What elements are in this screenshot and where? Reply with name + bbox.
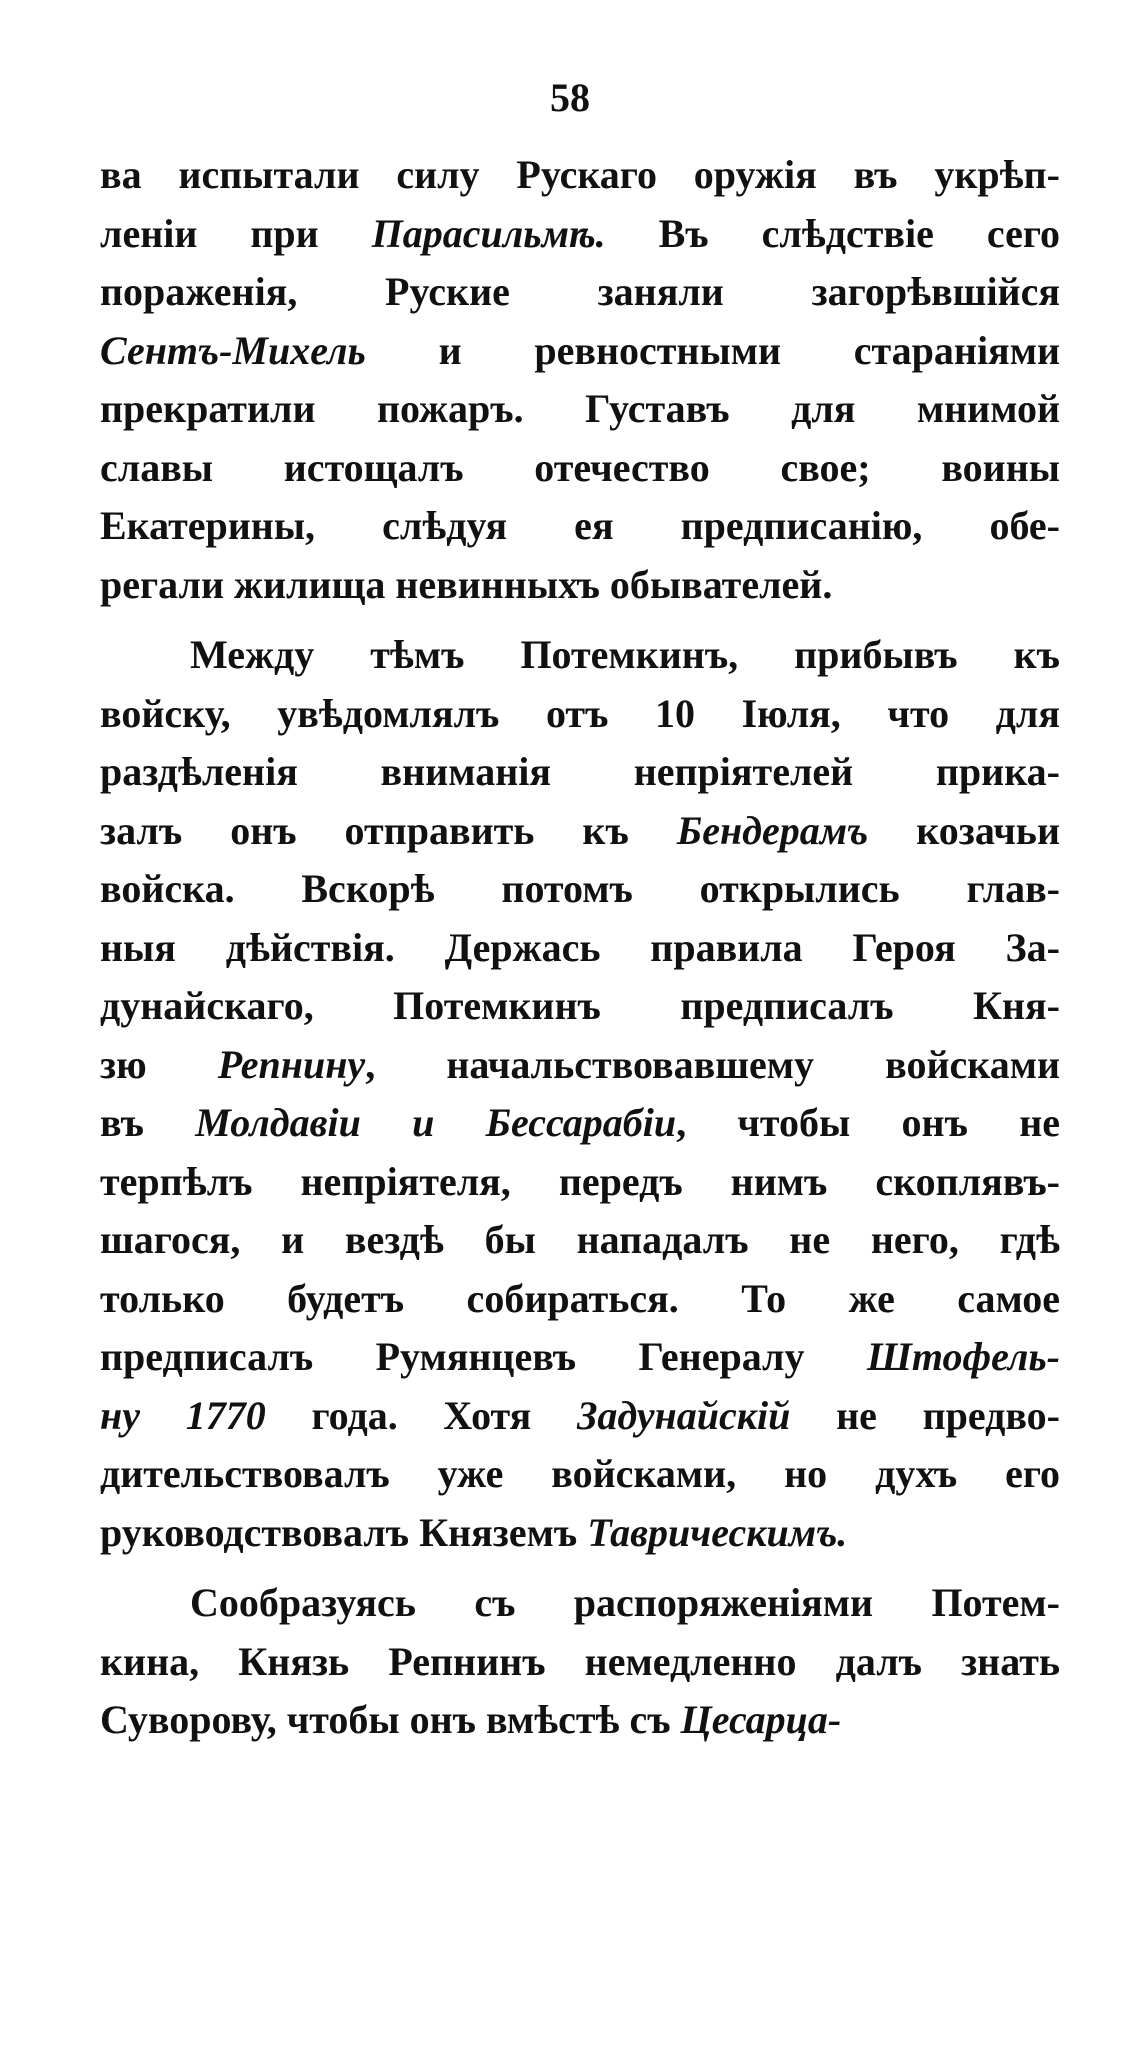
text-line: [100, 1445, 1060, 1504]
paragraph: [100, 146, 1060, 614]
text-line: [100, 626, 1060, 685]
text-segment: не предво-: [790, 1392, 1061, 1438]
text-line: [100, 1094, 1060, 1153]
text-line: [100, 860, 1060, 919]
text-segment: и ревностными стараніями: [365, 327, 1060, 373]
paragraph: [100, 626, 1060, 1562]
italic-text: ну 1770: [100, 1392, 266, 1438]
text-line: [100, 1633, 1060, 1692]
text-segment: кина, Князь Репнинъ немедленно далъ знать: [100, 1638, 1060, 1684]
text-line: [100, 802, 1060, 861]
text-segment: залъ онъ отправить къ: [100, 807, 677, 853]
italic-text: Штофель-: [866, 1334, 1060, 1379]
text-segment: руководствовалъ Княземъ: [100, 1509, 588, 1555]
text-line: [100, 1036, 1060, 1095]
text-segment: зю: [100, 1041, 218, 1087]
text-segment: Суворову, чтобы онъ вмѣстѣ съ: [100, 1697, 681, 1742]
text-segment: Сообразуясь съ распоряженіями Потем-: [190, 1580, 1060, 1625]
text-segment: Между тѣмъ Потемкинъ, прибывъ къ: [190, 632, 1060, 677]
text-line: [100, 380, 1060, 439]
text-segment: терпѣлъ непріятеля, передъ нимъ скоплявъ-: [100, 1158, 1060, 1204]
text-line: [100, 556, 1060, 615]
text-line: [100, 743, 1060, 802]
text-line: [100, 1211, 1060, 1270]
paragraph: [100, 1574, 1060, 1750]
italic-text: Репнину: [217, 1041, 366, 1087]
italic-text: Цесарца-: [680, 1697, 842, 1742]
text-segment: леніи при: [100, 210, 372, 256]
text-segment: козачьи: [868, 807, 1060, 853]
text-line: [100, 497, 1060, 556]
text-line: [100, 1574, 1060, 1633]
italic-text: Парасильмѣ.: [371, 210, 606, 256]
body-text: [100, 146, 1060, 1750]
italic-text: Бендерамъ: [676, 807, 869, 853]
text-segment: предписалъ Румянцевъ Генералу: [100, 1334, 867, 1379]
text-segment: Въ слѣдствіе сего: [605, 210, 1060, 256]
text-line: [100, 1691, 1060, 1750]
text-line: [100, 919, 1060, 978]
text-segment: ва испытали силу Рускаго оружія въ укрѣп-: [100, 152, 1060, 197]
italic-text: Задунайскій: [577, 1392, 791, 1438]
text-segment: войску, увѣдомлялъ отъ 10 Іюля, что для: [100, 690, 1060, 736]
text-line: [100, 263, 1060, 322]
text-segment: дительствовалъ уже войсками, но духъ его: [100, 1451, 1060, 1496]
text-line: [100, 977, 1060, 1036]
text-segment: славы истощалъ отечество свое; воины: [100, 444, 1060, 490]
text-segment: ныя дѣйствія. Держась правила Героя За-: [100, 924, 1060, 970]
text-line: [100, 1153, 1060, 1212]
text-segment: пораженія, Руские заняли загорѣвшійся: [100, 269, 1060, 314]
text-line: [100, 685, 1060, 744]
text-line: [100, 205, 1060, 264]
text-line: [100, 146, 1060, 205]
text-segment: , чтобы онъ не: [676, 1100, 1061, 1145]
text-segment: , начальствовавшему войсками: [365, 1041, 1060, 1087]
text-line: [100, 1387, 1060, 1446]
text-line: [100, 1270, 1060, 1329]
page-number: 58: [550, 75, 590, 120]
text-segment: войска. Вскорѣ потомъ открылись глав-: [100, 866, 1060, 911]
text-segment: года. Хотя: [265, 1392, 578, 1438]
italic-text: Молдавіи и Бессарабіи: [195, 1100, 677, 1145]
text-segment: шагося, и вездѣ бы нападалъ не него, гдѣ: [100, 1217, 1060, 1262]
text-segment: прекратили пожаръ. Густавъ для мнимой: [100, 386, 1060, 431]
text-line: [100, 439, 1060, 498]
text-segment: Екатерины, слѣдуя ея предписанію, обе-: [100, 503, 1060, 548]
italic-text: Сентъ-Михель: [100, 327, 366, 373]
text-segment: регали жилища невинныхъ обывателей.: [100, 561, 833, 607]
text-segment: раздѣленія вниманія непріятелей прика-: [100, 749, 1060, 794]
text-segment: въ: [100, 1100, 196, 1145]
text-segment: только будетъ собираться. То же самое: [100, 1275, 1060, 1321]
italic-text: Таврическимъ.: [587, 1509, 848, 1555]
text-line: [100, 1504, 1060, 1563]
text-line: [100, 322, 1060, 381]
text-line: [100, 1328, 1060, 1387]
text-segment: дунайскаго, Потемкинъ предписалъ Кня-: [100, 983, 1060, 1028]
